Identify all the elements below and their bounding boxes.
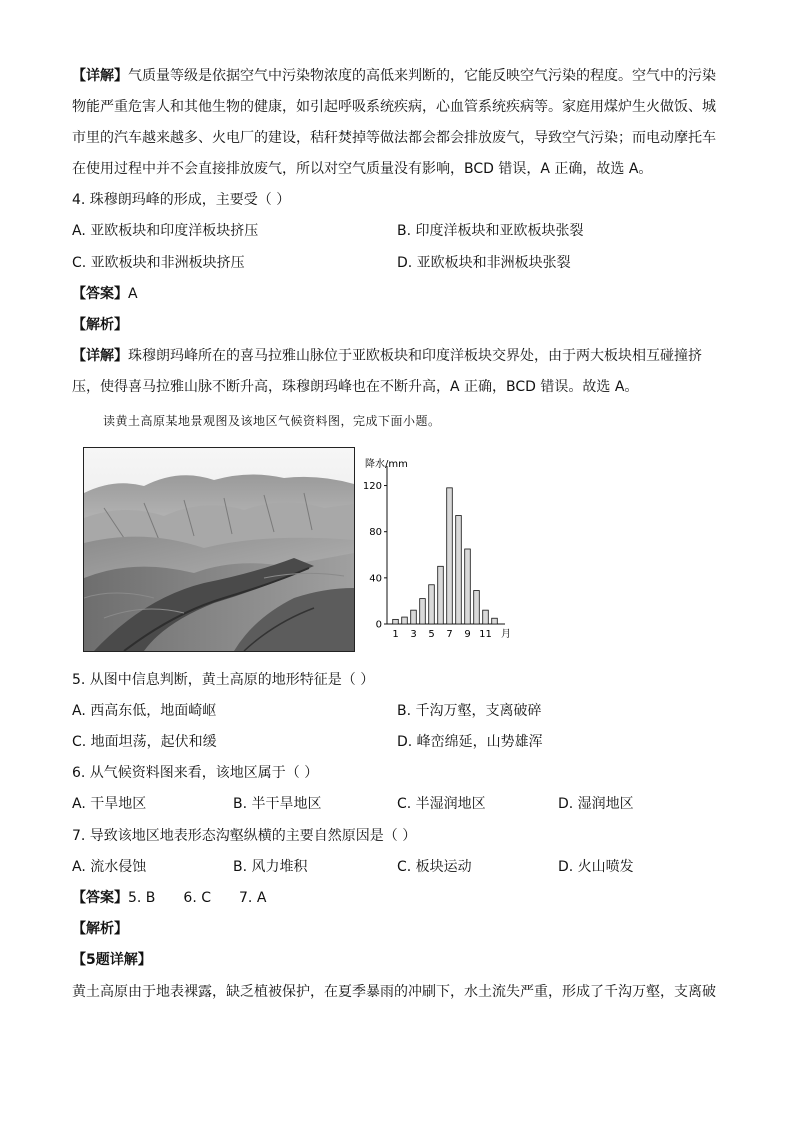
detail-paragraph [72,346,702,366]
question-7-option-a[interactable]: A. 流水侵蚀 [72,859,147,875]
chart-bar-month-8 [456,516,462,624]
detail-5-tag: 【5题详解】 [72,952,152,968]
question-5-option-d[interactable]: D. 峰峦绵延，山势雄浑 [397,734,543,750]
precipitation-chart [360,452,520,644]
chart-bar-month-5 [429,585,435,624]
detail-paragraph [72,66,716,86]
question-4-option-a[interactable]: A. 亚欧板块和印度洋板块挤压 [72,223,259,239]
chart-bar-month-9 [465,549,471,624]
detail-5-text: 黄土高原由于地表裸露，缺乏植被保护，在夏季暴雨的冲刷下，水土流失严重，形成了千沟万壑，支离破 [72,984,716,1000]
chart-x-tick-label: 3 [410,629,417,640]
question-6-stem: 6. 从气候资料图来看，该地区属于（ ） [72,765,319,781]
chart-bar-month-7 [447,488,453,624]
chart-x-tick-label: 1 [392,629,399,640]
answer-7: 7. A [239,890,267,906]
chart-x-tick-label: 9 [464,629,471,640]
question-5-option-c[interactable]: C. 地面坦荡，起伏和缓 [72,734,217,750]
loess-plateau-photo [83,447,355,652]
answer-5: 5. B [128,890,156,906]
question-6-option-a[interactable]: A. 干旱地区 [72,796,147,812]
detail-text: 物能严重危害人和其他生物的健康，如引起呼吸系统疾病，心血管系统疾病等。家庭用煤炉生火做饭、城 [72,99,716,115]
question-4-option-b[interactable]: B. 印度洋板块和亚欧板块张裂 [397,223,584,239]
detail-text: 压，使得喜马拉雅山脉不断升高，珠穆朗玛峰也在不断升高，A 正确，BCD 错误。故选 A。 [72,379,639,395]
question-5-stem: 5. 从图中信息判断，黄土高原的地形特征是（ ） [72,672,375,688]
question-6-option-d[interactable]: D. 湿润地区 [558,796,634,812]
chart-y-tick-label: 120 [362,481,382,493]
answer-6: 6. C [183,890,212,906]
chart-bar-month-4 [420,599,426,624]
chart-bar-month-12 [492,618,498,624]
detail-tag: 【详解】 [72,68,128,84]
chart-x-tick-label: 5 [428,629,435,640]
question-7-option-c[interactable]: C. 板块运动 [397,859,472,875]
question-4-stem: 4. 珠穆朗玛峰的形成，主要受（ ） [72,192,291,208]
answer-line [72,284,138,304]
material-caption: 读黄土高原某地景观图及该地区气候资料图，完成下面小题。 [103,414,441,428]
chart-x-tick-label: 7 [446,629,453,640]
detail-text: 珠穆朗玛峰所在的喜马拉雅山脉位于亚欧板块和印度洋板块交界处，由于两大板块相互碰撞挤 [128,348,702,364]
question-4-option-c[interactable]: C. 亚欧板块和非洲板块挤压 [72,255,245,271]
detail-text: 气质量等级是依据空气中污染物浓度的高低来判断的，它能反映空气污染的程度。空气中的污染 [128,68,716,84]
chart-y-tick-label: 0 [375,619,382,631]
question-5-option-b[interactable]: B. 千沟万壑，支离破碎 [397,703,542,719]
question-7-option-b[interactable]: B. 风力堆积 [233,859,308,875]
chart-bar-month-3 [411,610,417,624]
question-6-option-b[interactable]: B. 半干旱地区 [233,796,322,812]
chart-y-tick-label: 80 [369,527,382,539]
question-4-option-d[interactable]: D. 亚欧板块和非洲板块张裂 [397,255,571,271]
question-6-option-c[interactable]: C. 半湿润地区 [397,796,486,812]
chart-y-label: 降水/mm [365,459,408,470]
answer-tag: 【答案】 [72,286,128,302]
chart-x-label: 月 [501,629,511,640]
question-5-option-a[interactable]: A. 西高东低，地面崎岖 [72,703,217,719]
chart-bar-month-11 [483,610,489,624]
detail-text: 在使用过程中并不会直接排放废气，所以对空气质量没有影响，BCD 错误，A 正确，故选 A。 [72,161,653,177]
chart-bar-month-1 [393,619,399,624]
chart-y-tick-label: 40 [369,573,382,585]
analysis-tag: 【解析】 [72,921,128,937]
answer-value: A [128,286,138,302]
chart-bar-month-2 [402,617,408,624]
chart-bar-month-10 [474,591,480,624]
analysis-tag: 【解析】 [72,317,128,333]
question-7-stem: 7. 导致该地区地表形态沟壑纵横的主要自然原因是（ ） [72,828,417,844]
answer-tag: 【答案】 [72,890,128,906]
chart-x-tick-label: 11 [479,629,492,640]
answers-line [72,888,266,908]
detail-text: 市里的汽车越来越多、火电厂的建设，秸秆焚掉等做法都会都会排放废气，导致空气污染；而电动摩托车 [72,130,716,146]
question-7-option-d[interactable]: D. 火山喷发 [558,859,634,875]
chart-bar-month-6 [438,566,444,624]
detail-tag: 【详解】 [72,348,128,364]
